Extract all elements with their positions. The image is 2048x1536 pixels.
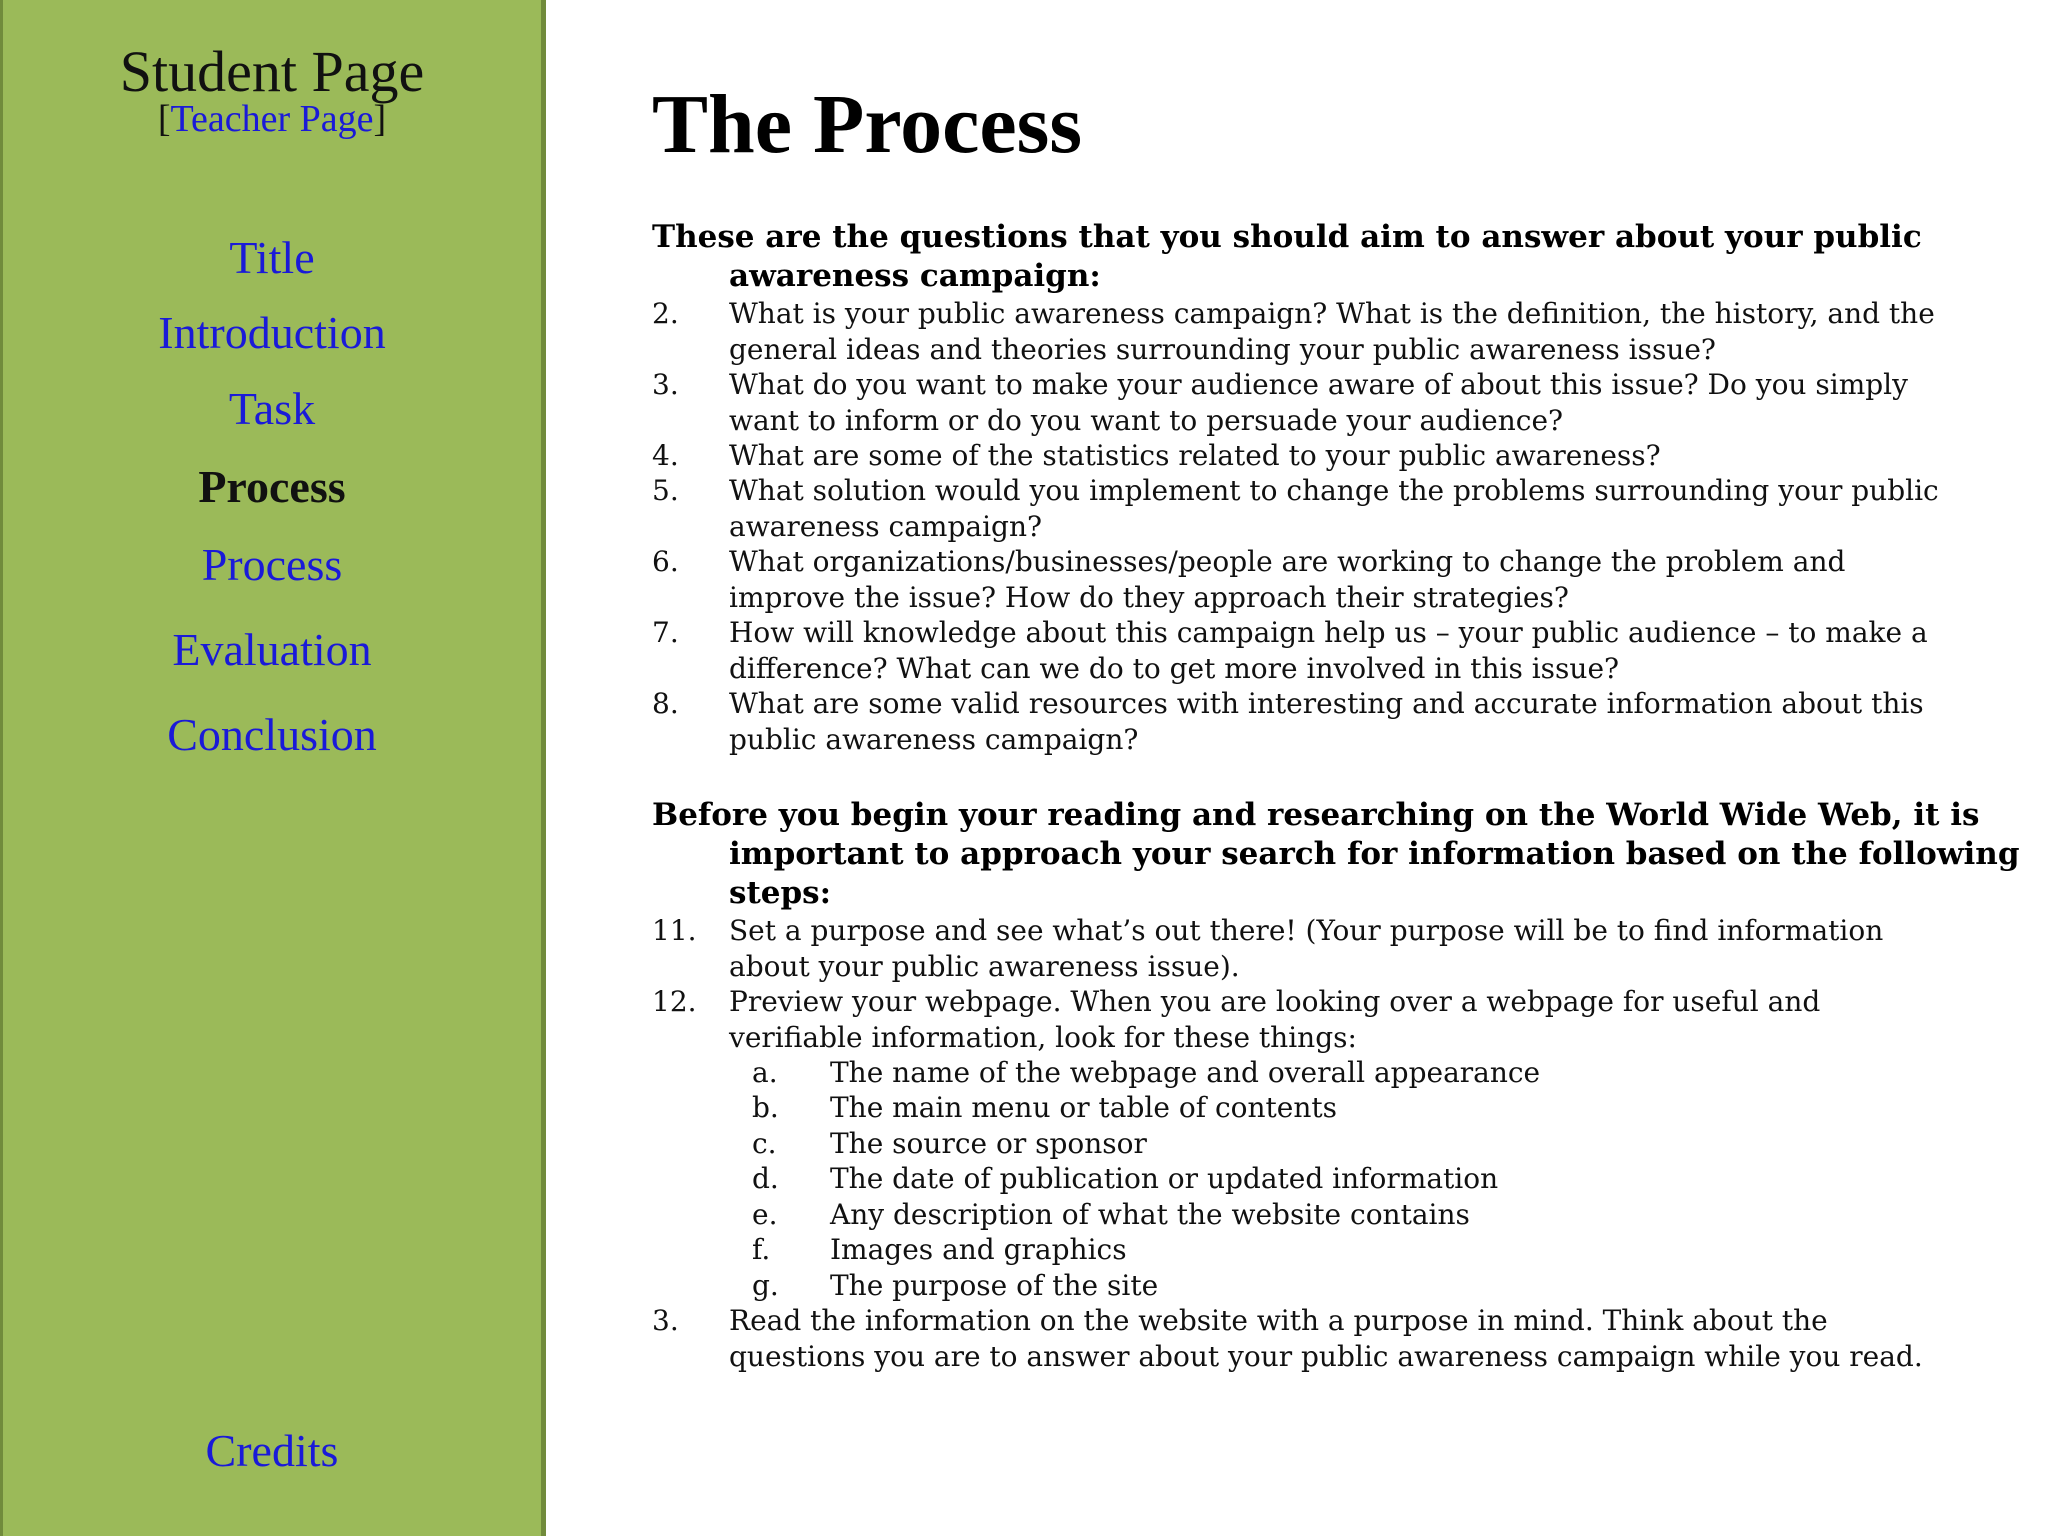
sub-list-item [752,1055,1902,1091]
sub-list-letter: c. [752,1127,777,1160]
list-item [652,473,1962,544]
sub-list-text: The date of publication or updated information [830,1162,1499,1195]
list-number: 5. [652,474,679,507]
list-text: Read the information on the website with a purpose in mind. Think about the questions you are to answer about your public awareness campaign while you read. [729,1304,1923,1373]
list-text: How will knowledge about this campaign help us – your public audience – to make a difference? What can we do to get more involved in this issue? [729,616,1928,685]
sub-list-text: The purpose of the site [830,1269,1159,1302]
sub-list-letter: f. [752,1233,771,1266]
section-heading-questions: These are the questions that you should aim to answer about your public awareness campaign: [652,219,1922,294]
bracket-open: [ [157,98,171,140]
sub-list-text: The source or sponsor [830,1127,1147,1160]
sub-list-letter: e. [752,1198,778,1231]
list-number: 3. [652,1304,679,1337]
list-number: 7. [652,616,679,649]
sub-list-text: The name of the webpage and overall appearance [830,1056,1541,1089]
teacher-page-wrapper [3,99,541,139]
list-text: What solution would you implement to change the problems surrounding your public awareness campaign? [729,474,1939,543]
list-text: What organizations/businesses/people are working to change the problem and improve the issue? How do they approach their strategies? [729,545,1846,614]
sidebar-title: Student Page [119,39,425,104]
section-heading-steps: Before you begin your reading and researching on the World Wide Web, it is important to approach your search for information based on the following steps: [652,797,2020,911]
sub-list-item [752,1268,1902,1304]
list-text: Set a purpose and see what’s out there! (Your purpose will be to find information about your public awareness issue). [729,914,1884,983]
sub-list-item [752,1126,1902,1162]
list-item [652,615,1962,686]
sub-list-text: The main menu or table of contents [830,1091,1338,1124]
nav-item-evaluation[interactable]: Evaluation [172,624,372,675]
sub-list-letter: b. [752,1091,779,1124]
list-text: What do you want to make your audience aware of about this issue? Do you simply want to inform or do you want to persuade your audience? [729,368,1908,437]
list-item [652,367,1962,438]
list-item [652,438,1962,474]
list-text: What are some of the statistics related to your public awareness? [729,439,1661,472]
nav-item-introduction[interactable]: Introduction [158,307,386,358]
page-title: The Process [652,78,1083,171]
sub-list-letter: g. [752,1269,779,1302]
list-item [652,544,1962,615]
list-item [652,1303,1962,1374]
list-number: 8. [652,687,679,720]
nav-item-title[interactable]: Title [229,232,315,283]
list-number: 6. [652,545,679,578]
list-text: Preview your webpage. When you are looking over a webpage for useful and verifiable information, look for these things: [729,985,1821,1054]
sub-list-item [752,1090,1902,1126]
sub-list-item [752,1161,1902,1197]
teacher-page-link[interactable]: Teacher Page [170,98,374,140]
list-number: 2. [652,297,679,330]
list-text: What is your public awareness campaign? What is the definition, the history, and the general ideas and theories surrounding your public awareness issue? [729,297,1935,366]
sub-list-item [752,1197,1902,1233]
bracket-close: ] [373,98,387,140]
sub-list-text: Images and graphics [830,1233,1127,1266]
list-number: 3. [652,368,679,401]
sub-list-letter: a. [752,1056,778,1089]
sub-list-letter: d. [752,1162,779,1195]
list-number: 12. [652,985,697,1018]
nav-item-task[interactable]: Task [228,383,316,434]
sub-list-item [752,1232,1902,1268]
list-number: 4. [652,439,679,472]
sidebar [0,0,546,1536]
list-item [652,686,1962,757]
list-item [652,296,1962,367]
nav-item-credits[interactable]: Credits [205,1425,339,1476]
nav-item-process[interactable]: Process [201,539,343,590]
nav-item-process-current: Process [198,461,346,512]
nav-item-conclusion[interactable]: Conclusion [167,709,377,760]
list-item [652,984,1962,1055]
sub-list-text: Any description of what the website contains [830,1198,1470,1231]
list-text: What are some valid resources with interesting and accurate information about this public awareness campaign? [729,687,1924,756]
list-item [652,913,1962,984]
list-number: 11. [652,914,697,947]
